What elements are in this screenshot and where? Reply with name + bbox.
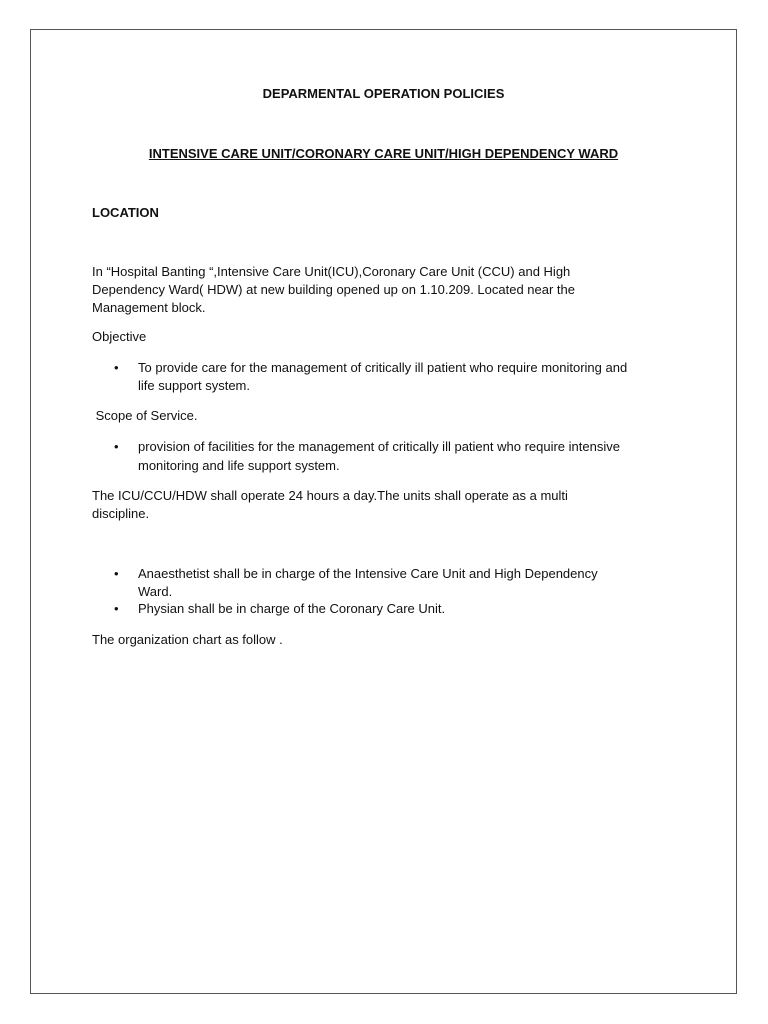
scope-bullet-line-2: monitoring and life support system. — [138, 458, 340, 473]
objective-heading: Objective — [92, 329, 147, 344]
objective-bullet-line-2: life support system. — [138, 378, 250, 393]
bullet-icon: • — [114, 601, 119, 616]
location-text-line-3: Management block. — [92, 300, 206, 315]
bullet-icon: • — [114, 360, 119, 375]
charge-bullet-1-line-2: Ward. — [138, 584, 173, 599]
org-chart-text: The organization chart as follow . — [92, 632, 283, 647]
scope-heading: Scope of Service. — [92, 408, 198, 423]
objective-bullet-line-1: To provide care for the management of critically ill patient who require monitoring and — [138, 360, 628, 375]
location-text-line-2: Dependency Ward( HDW) at new building opened up on 1.10.209. Located near the — [92, 282, 575, 297]
document-title: DEPARMENTAL OPERATION POLICIES — [262, 86, 505, 101]
charge-bullet-2: Physian shall be in charge of the Coronary Care Unit. — [138, 601, 446, 616]
bullet-icon: • — [114, 566, 119, 581]
location-heading: LOCATION — [92, 205, 159, 220]
charge-bullet-1-line-1: Anaesthetist shall be in charge of the Intensive Care Unit and High Dependency — [138, 566, 598, 581]
location-text-line-1: In “Hospital Banting “,Intensive Care Unit(ICU),Coronary Care Unit (CCU) and High — [92, 264, 571, 279]
operation-text-line-1: The ICU/CCU/HDW shall operate 24 hours a day.The units shall operate as a multi — [92, 488, 568, 503]
bullet-icon: • — [114, 439, 119, 454]
scope-bullet-line-1: provision of facilities for the management of critically ill patient who require intensive — [138, 439, 620, 454]
operation-text-line-2: discipline. — [92, 506, 150, 521]
document-subtitle: INTENSIVE CARE UNIT/CORONARY CARE UNIT/HIGH DEPENDENCY WARD — [148, 146, 619, 161]
